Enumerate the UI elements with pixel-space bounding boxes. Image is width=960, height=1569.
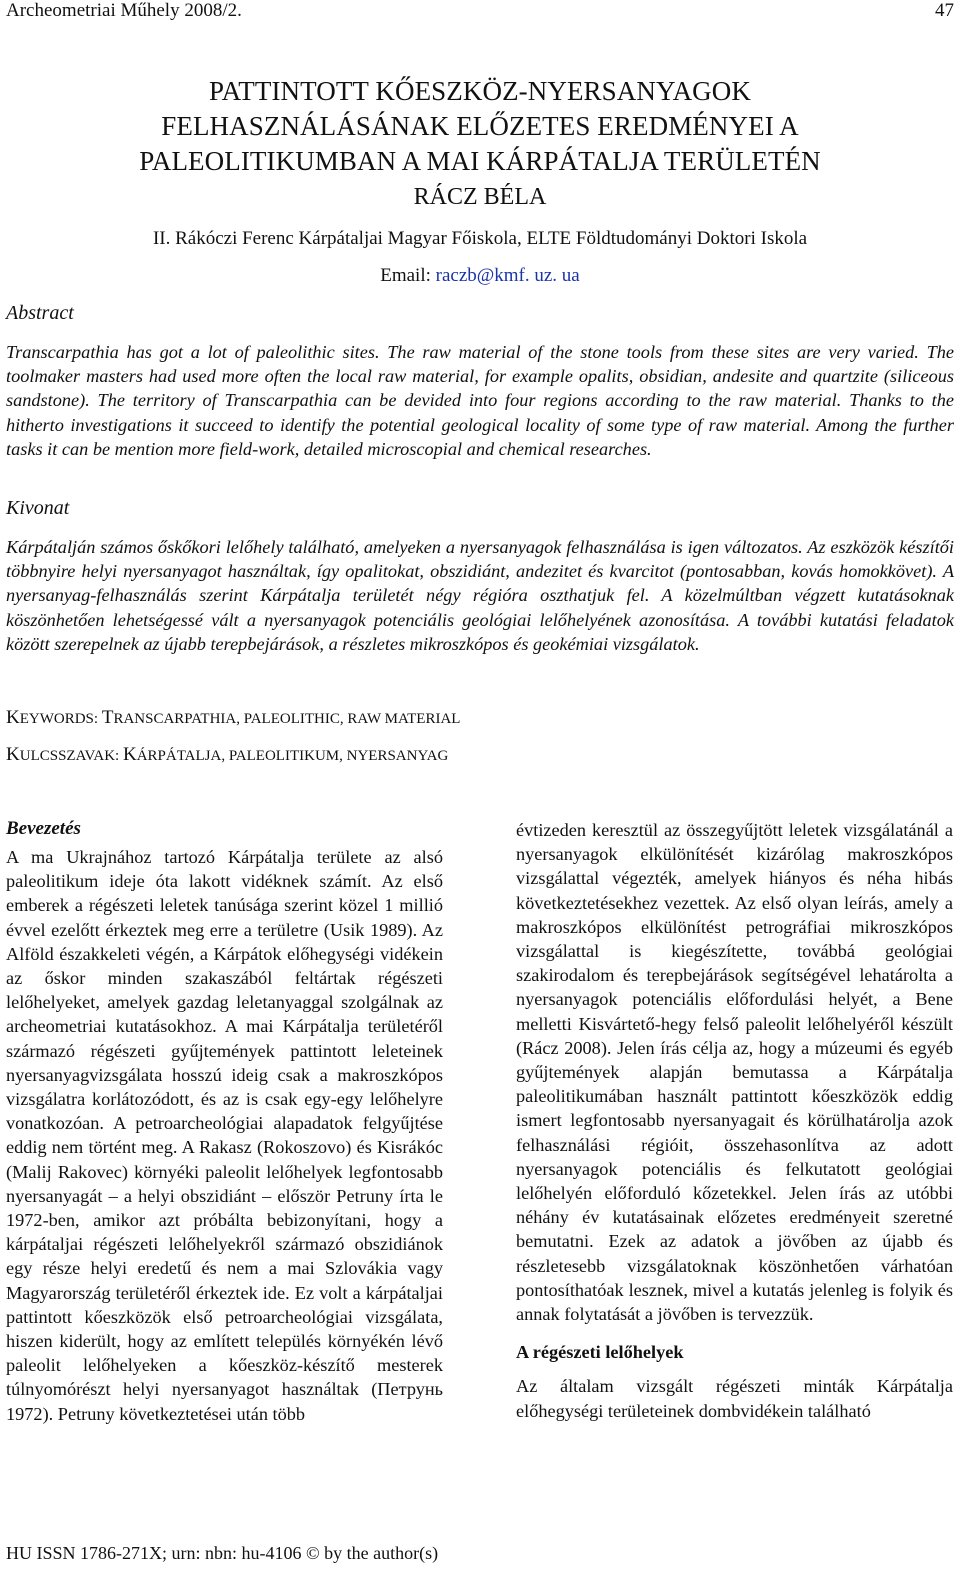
kulcsszavak-label-cap: K — [6, 744, 20, 765]
keyword: RANSCARPATHIA, — [113, 711, 244, 727]
kulcsszavak-line — [6, 744, 448, 766]
email-label: Email: — [380, 265, 431, 286]
kivonat-text: Kárpátalján számos őskőkori lelőhely található, amelyeken a nyersanyagok felhasználása is igen változatos. Az eszközök készítői többnyire helyi nyersanyagot használtak, így opalitokat, obszidiánt, andezitet és kvarcitot (pontosabban, kovás homokkövet). A nyersanyag-felhasználás szerint Kárpátalja területét négy régióra oszthatjuk fel. A közelmúltban végzett kutatásoknak köszönhetően lehetségessé vált a nyersanyagok potenciális geológiai lelőhelyének azonosítása. A további kutatási feladatok között szerepelnek az újabb terepbejárások, a részletes mikroszkópos és geokémiai vizsgálatok. — [6, 537, 954, 654]
body-paragraph: Az általam vizsgált régészeti minták Kárpátalja előhegységi területeinek dombvidékein található — [516, 1376, 953, 1421]
body-right-column — [516, 818, 953, 1423]
email-link[interactable]: raczb@kmf. uz. ua — [435, 265, 580, 286]
keywords-label-cap: K — [6, 707, 20, 728]
body-left-column: A ma Ukrajnához tartozó Kárpátalja területe az alsó paleolitikum ideje óta lakott vidéknek számít. Az első emberek a régészeti leletek tanúsága szerint közel 1 millió évvel ezelőtt érkeztek meg erre a területre (Usik 1989). Az Alföld északkeleti végén, a Kárpátok előhegységi vidékein az őskor minden szakaszából feltártak régészeti lelőhelyeket, amelyek gazdag leletanyaggal szolgálnak az archeometriai kutatásokhoz. A mai Kárpátalja területéről származó régészeti gyűjtemények pattintott leleteinek nyersanyagvizsgálata hosszú ideig csak a makroszkópos vizsgálatra korlátozódott, és az is csak egy-egy lelőhelyre vonatkozóan. A petroarcheológiai alapadatok felgyűjtése eddig nem történt meg. A Rakasz (Rokoszovo) és Kisrákóc (Malij Rakovec) környéki paleolit lelőhelyek legfontosabb nyersanyagát – a helyi obszidiánt – először Petruny írta le 1972-ben, amikor azt próbálta bebizonyítani, hogy a kárpátaljai régészeti lelőhelyekről származó obszidiánok egy része helyi eredetű és nem a mai Szlovákia vagy Magyarország területéről érkeztek ide. Ez volt a kárpátaljai pattintott kőeszközök első petroarcheológiai vizsgálata, hiszen kiderült, hogy az említett település környékén lévő paleolit lelőhelyeken a kőeszköz-készítő mesterek túlnyomórészt helyi nyersanyagot használtak (Петрунь 1972). Petruny következtetései után több — [6, 847, 443, 1424]
body-paragraph: évtizeden keresztül az összegyűjtött leletek vizsgálatánál a nyersanyagok elkülönítését kizárólag makroszkópos vizsgálattal végezték, amelyek hiányos és néha hibás következtetésekhez vezettek. Az első olyan leírás, amely a makroszkópos elkülönítést petrográfiai mikroszkópos vizsgálattal is kiegészítette, továbbá geológiai szakirodalom és terepbejárások segítségével lehatárolta a nyersanyagok potenciális előfordulási helyét, a Bene melletti Kisvártető-hegy felső paleolit lelőhelyéről készült (Rácz 2008). Jelen írás célja az, hogy a múzeumi és egyéb gyűjtemények alapján bemutassa a Kárpátalja paleolitikumában használt pattintott kőeszközök eddig ismert legfontosabb nyersanyagait és körülhatárolja azok felhasználási régióit, összehasonlítva az adott nyersanyagok potenciális és felkutatott geológiai lelőhelyén előforduló kőzetekkel. Jelen írás az utóbbi néhány év kutatásainak előzetes eredményeit szeretné bemutatni. Ezek az adatok a jövőben az újabb és részletesebb vizsgálatoknak köszönhetően várhatóan pontosíthatóak lesznek, mivel a kutatás jelenleg is folyik és annak folytatását a jövőben is tervezzük. — [516, 820, 953, 1325]
kulcsszo: PALEOLITIKUM, — [228, 748, 347, 764]
sites-heading: A régészeti lelőhelyek — [516, 1342, 684, 1363]
title-line: PALEOLITIKUMBAN A MAI KÁRPÁTALJA TERÜLETÉN — [139, 146, 821, 176]
keywords-label: EYWORDS: — [19, 711, 102, 727]
abstract-text: Transcarpathia has got a lot of paleolithic sites. The raw material of the stone tools from these sites are very varied. The toolmaker masters had used more often the local raw material, for example opalits, obsidian, andesite and quartzite (siliceous sandstone). The territory of Transcarpathia can be devided into four regions according to the raw material. Thanks to the hitherto investigations it succeed to identify the potential geological locality of some type of raw material. Among the further tasks it can be mention more field-work, detailed microscopial and chemical researches. — [6, 342, 954, 459]
kulcsszo: NYERSANYAG — [346, 748, 449, 764]
kivonat-heading: Kivonat — [6, 497, 70, 519]
title-line: PATTINTOTT KŐESZKÖZ-NYERSANYAGOK — [209, 76, 751, 106]
kulcsszavak-label: ULCSSZAVAK: — [19, 748, 123, 764]
journal-name: Archeometriai Műhely 2008/2. — [6, 0, 242, 21]
affiliation: II. Rákóczi Ferenc Kárpátaljai Magyar Főiskola, ELTE Földtudományi Doktori Iskola — [152, 228, 808, 249]
keywords-line — [6, 707, 460, 729]
author-name: RÁCZ BÉLA — [413, 184, 547, 210]
bevezetes-heading: Bevezetés — [6, 818, 81, 839]
kulcsszo-cap: K — [122, 744, 137, 765]
keyword: RAW MATERIAL — [347, 711, 461, 727]
keyword: PALEOLITHIC, — [243, 711, 348, 727]
footer-issn: HU ISSN 1786-271X; urn: nbn: hu-4106 © by the author(s) — [6, 1543, 439, 1563]
title-line: FELHASZNÁLÁSÁNAK ELŐZETES EREDMÉNYEI A — [161, 111, 799, 141]
kulcsszo: ÁRPÁTALJA, — [136, 748, 229, 764]
article-title — [0, 74, 960, 179]
keyword-cap: T — [101, 707, 114, 728]
running-header — [6, 0, 954, 26]
email-line — [0, 265, 960, 287]
abstract-heading: Abstract — [6, 302, 74, 324]
page-number: 47 — [935, 0, 954, 21]
